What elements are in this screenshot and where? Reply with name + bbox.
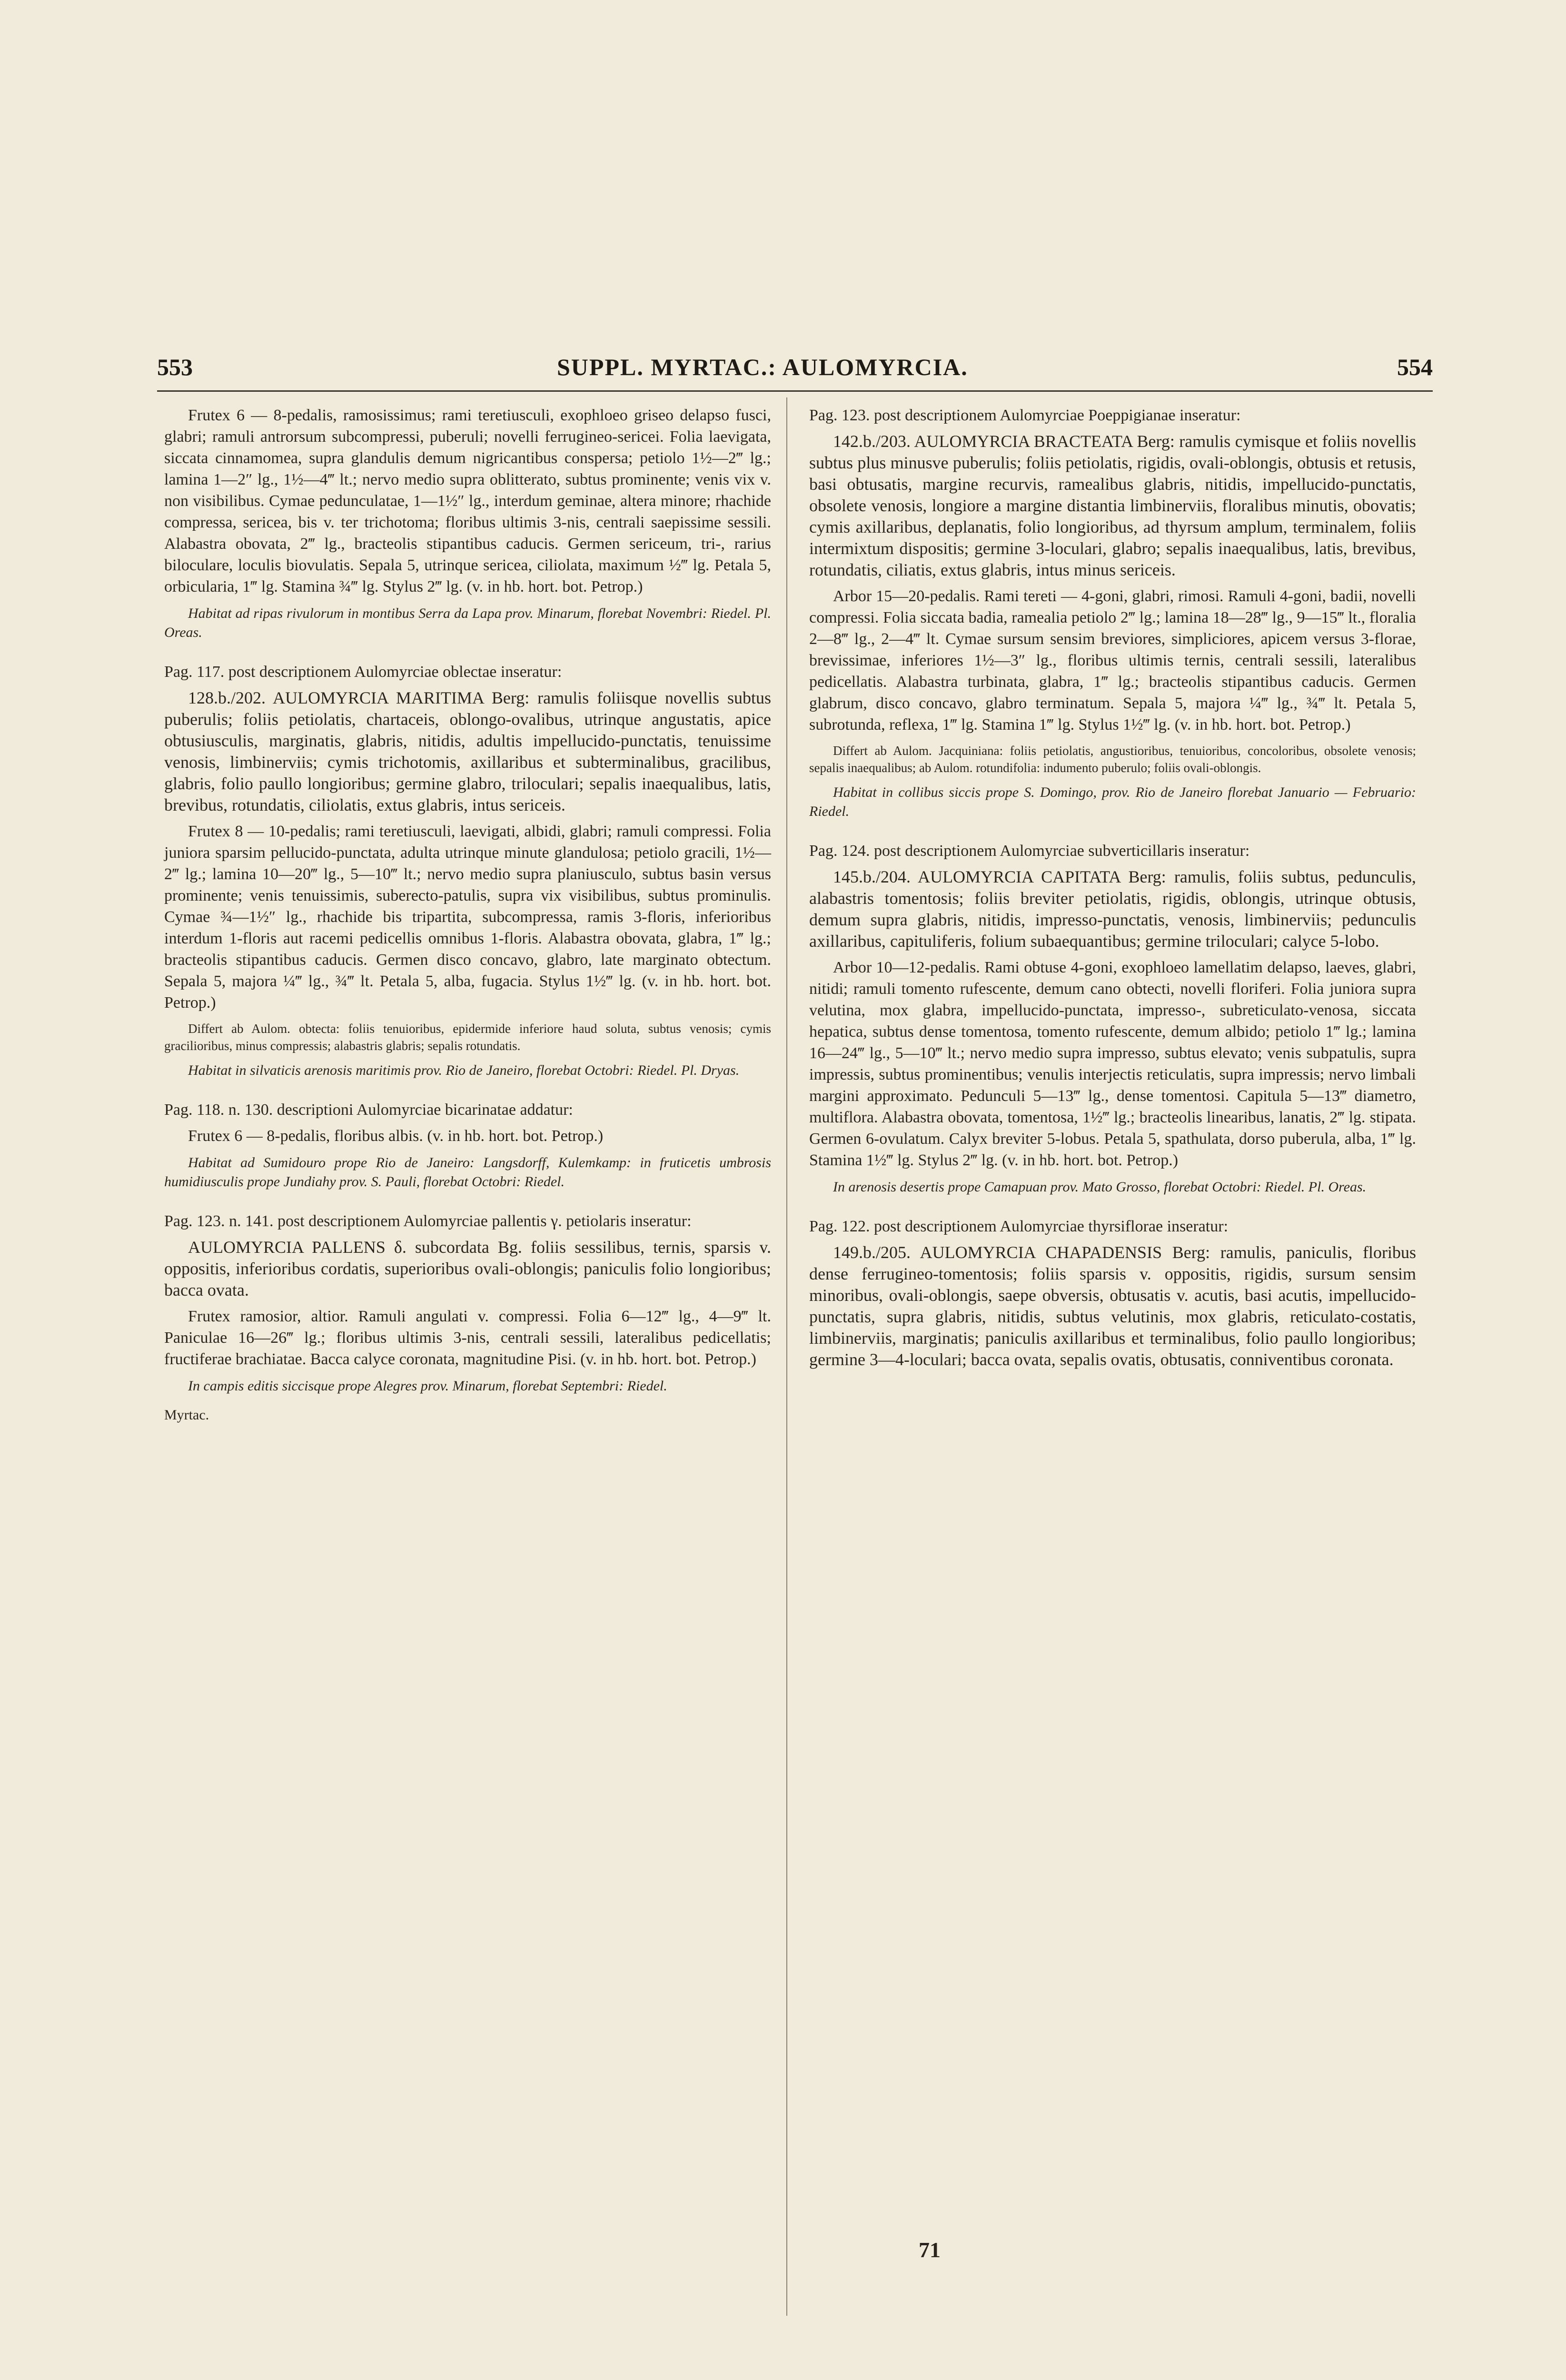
left-paragraph-12: Frutex ramosior, altior. Ramuli angulati v. compressi. Folia 6—12‴ lg., 4—9‴ lt. Paniculae 16—26‴ lg.; floribus ultimis 3-nis, centrali sessili, lateralibus pedicellatis; fructiferae brachiatae. Bacca calyce coronata, magnitudine Pisi. (v. in hb. hort. bot. Petrop.) bbox=[164, 1308, 771, 1368]
column-divider bbox=[786, 397, 787, 2316]
sheet-number: 71 bbox=[919, 2238, 941, 2262]
right-column bbox=[809, 405, 1416, 1375]
right-pag-9: Pag. 122. post descriptionem Aulomyrciae thyrsiflorae inseratur: bbox=[809, 1218, 1229, 1235]
left-habitat-6: Habitat in silvaticis arenosis maritimis prov. Rio de Janeiro, florebat Octobri: Riedel. Pl. Dryas. bbox=[188, 1062, 740, 1078]
header-rule bbox=[157, 390, 1433, 392]
left-differt-5: Differt ab Aulom. obtecta: foliis tenuioribus, epidermide inferiore haud soluta, subtus venosis; cymis gracilioribus, minus compressis; alabastris glabris; sepalis rotundatis. bbox=[164, 1021, 771, 1053]
signature-mark: Myrtac. bbox=[164, 1407, 209, 1423]
right-entry-10: 149.b./205. AULOMYRCIA CHAPADENSIS Berg: ramulis, paniculis, floribus dense ferrugineo-tomentosis; foliis sparsis v. oppositis, rigidis, sursum sensim minoribus, ovali-oblongis, saepe obversis, obtusatis v. acutis, basi acutis, impellucido-punctatis, supra glabris, nitidis, subtus velutinis, mox glabris, reticulato-costatis, limbinerviis, marginatis; paniculis axillaribus et terminalibus, folio paullo longioribus; germine 3—4-loculari; bacca ovata, sepalis ovatis, obtusatis, conniventibus coronata. bbox=[809, 1243, 1416, 1369]
left-pag-10: Pag. 123. n. 141. post descriptionem Aulomyrciae pallentis γ. petiolaris inseratur: bbox=[164, 1212, 692, 1230]
page-number-right: 554 bbox=[1397, 354, 1433, 380]
left-entry-11: AULOMYRCIA PALLENS δ. subcordata Bg. foliis sessilibus, ternis, sparsis v. oppositis, inferioribus cordatis, superioribus ovali-oblongis; paniculis folio longioribus; bacca ovata. bbox=[164, 1238, 771, 1299]
right-entry-1: 142.b./203. AULOMYRCIA BRACTEATA Berg: ramulis cymisque et foliis novellis subtus plus minusve puberulis; foliis petiolatis, rigidis, ovali-oblongis, obtusis et retusis, basi obtusatis, margine recurvis, ramealibus glabris, nitidis, impellucido-punctatis, obsolete venosis, longiore a margine distantia limbinerviis, floralibus minutis, obovatis; cymis axillaribus, deplanatis, folio longioribus, ad thyrsum amplum, terminalem, foliis intermixtum dispositis; germine 3-loculari, glabro; sepalis inaequalibus, latis, brevibus, rotundatis, ciliatis, extus glabris, intus minus sericeis. bbox=[809, 432, 1416, 579]
left-paragraph-0: Frutex 6 — 8-pedalis, ramosissimus; rami teretiusculi, exophloeo griseo delapso fusci, glabri; ramuli antrorsum subcompressi, puberuli; novelli ferrugineo-sericei. Folia laevigata, siccata cinnamomea, supra glandulis demum nigricantibus conspersa; petiolo 1½—2‴ lg.; lamina 1—2″ lg., 1½—4‴ lt.; nervo medio supra oblitterato, subtus prominente; venis vix v. non visibilibus. Cymae pedunculatae, 1—1½″ lg., interdum geminae, altera minore; rhachide compressa, sericea, bis v. ter trichotoma; floribus ultimis 3-nis, centrali saepissime sessili. Alabastra obovata, 2‴ lg., bracteolis stipantibus caducis. Germen sericeum, tri-, rarius biloculare, loculis biovulatis. Sepala 5, utrinque sericea, ciliolata, maximum ½‴ lg. Petala 5, orbicularia, 1‴ lg. Stamina ¾‴ lg. Stylus 2‴ lg. (v. in hb. hort. bot. Petrop.) bbox=[164, 407, 771, 595]
right-habitat-4: Habitat in collibus siccis prope S. Domingo, prov. Rio de Janeiro florebat Januario — Februario: Riedel. bbox=[809, 784, 1416, 819]
right-paragraph-2: Arbor 15—20-pedalis. Rami tereti — 4-goni, glabri, rimosi. Ramuli 4-goni, badii, novelli compressi. Folia siccata badia, ramealia petiolo 2‴ lg.; lamina 18—28‴ lg., 9—15‴ lt., floralia 2—8‴ lg., 2—4‴ lt. Cymae sursum sensim breviores, simpliciores, apicem versus 3-florae, brevissimae, inferiores 1½—3″ lg., floribus ultimis ternis, centrali sessili, lateralibus pedicellatis. Alabastra turbinata, glabra, 1‴ lg.; bracteolis stipantibus caducis. Germen glabrum, disco concavo, glabro terminatum. Sepala 5, majora ¼‴ lg., ¾‴ lt. Petala 5, subrotunda, reflexa, 1‴ lg. Stamina 1‴ lg. Stylus 1½‴ lg. (v. in hb. hort. bot. Petrop.) bbox=[809, 587, 1416, 734]
right-pag-5: Pag. 124. post descriptionem Aulomyrciae subverticillaris inseratur: bbox=[809, 842, 1250, 860]
left-paragraph-8: Frutex 6 — 8-pedalis, floribus albis. (v. in hb. hort. bot. Petrop.) bbox=[188, 1127, 604, 1145]
left-habitat-9: Habitat ad Sumidouro prope Rio de Janeiro: Langsdorff, Kulemkamp: in fruticetis umbrosis humidiusculis prope Jundiahy prov. S. Pauli, florebat Octobri: Riedel. bbox=[164, 1155, 771, 1190]
right-paragraph-7: Arbor 10—12-pedalis. Rami obtuse 4-goni, exophloeo lamellatim delapso, laeves, glabri, nitidi; ramuli tomento rufescente, demum cano obtecti, novelli floriferi. Folia juniora supra velutina, mox glabra, impellucido-punctata, impresso-, subreticulato-venosa, siccata hepatica, subtus dense tomentosa, tomento rufescente, demum albido; petiolo 1‴ lg.; lamina 16—24‴ lg., 5—10‴ lt.; nervo medio supra impresso, subtus elevato; venis subpatulis, supra impressis, subtus prominentibus; venulis interjectis reticulatis, supra impressis; nervo limbali margini approximato. Pedunculi 5—13‴ lg., dense tomentosi. Capitula 5—13‴ diametro, multiflora. Alabastra obovata, tomentosa, 1½‴ lg.; bracteolis linearibus, lanatis, 2‴ lg. stipata. Germen 6-ovulatum. Calyx breviter 5-lobus. Petala 5, spathulata, dorso puberula, alba, 1‴ lg. Stamina 1½‴ lg. Stylus 2‴ lg. (v. in hb. hort. bot. Petrop.) bbox=[809, 959, 1416, 1169]
right-entry-6: 145.b./204. AULOMYRCIA CAPITATA Berg: ramulis, foliis subtus, pedunculis, alabastris tomentosis; foliis breviter petiolatis, rigidis, oblongis, utrinque obtusis, demum supra glabris, nitidis, impresso-punctatis, venosis, limbinerviis; pedunculis axillaribus, capituliferis, folium subaequantibus; germine triloculari; calyce 5-lobo. bbox=[809, 867, 1416, 951]
left-entry-3: 128.b./202. AULOMYRCIA MARITIMA Berg: ramulis foliisque novellis subtus puberulis; foliis petiolatis, chartaceis, oblongo-ovalibus, utrinque angustatis, apice obtusiusculis, marginatis, glabris, nitidis, adultis impellucido-punctatis, tenuissime venosis, limbinerviis; cymis trichotomis, axillaribus et subterminalibus, gracilibus, glabris, folio paullo longioribus; germine glabro, triloculari; sepalis inaequalibus, latis, brevibus, rotundatis, ciliolatis, extus glabris, intus sericeis. bbox=[164, 688, 771, 814]
right-differt-3: Differt ab Aulom. Jacquiniana: foliis petiolatis, angustioribus, tenuioribus, concoloribus, obsolete venosis; sepalis inaequalibus; ab Aulom. rotundifolia: indumento puberulo; foliis ovali-oblongis. bbox=[809, 744, 1416, 775]
left-column bbox=[164, 405, 771, 1426]
left-habitat-13: In campis editis siccisque prope Alegres prov. Minarum, florebat Septembri: Riedel. bbox=[188, 1378, 667, 1394]
running-title: SUPPL. MYRTAC.: AULOMYRCIA. bbox=[557, 354, 968, 380]
right-habitat-8: In arenosis desertis prope Camapuan prov. Mato Grosso, florebat Octobri: Riedel. Pl. Oreas. bbox=[833, 1179, 1367, 1195]
page-header bbox=[157, 353, 1433, 387]
right-pag-0: Pag. 123. post descriptionem Aulomyrciae Poeppigianae inseratur: bbox=[809, 407, 1241, 424]
left-habitat-1: Habitat ad ripas rivulorum in montibus Serra da Lapa prov. Minarum, florebat Novembri: Riedel. Pl. Oreas. bbox=[164, 605, 771, 640]
left-pag-2: Pag. 117. post descriptionem Aulomyrciae oblectae inseratur: bbox=[164, 663, 562, 681]
page-number-left: 553 bbox=[157, 354, 193, 380]
left-paragraph-4: Frutex 8 — 10-pedalis; rami teretiusculi, laevigati, albidi, glabri; ramuli compressi. Folia juniora sparsim pellucido-punctata, adulta utrinque minute glandulosa; petiolo gracili, 1½—2‴ lg.; lamina 10—20‴ lg., 5—10‴ lt.; nervo medio supra planiusculo, subtus basin versus prominente; venis tenuissimis, suberecto-patulis, supra vix visibilibus, subtus prominulis. Cymae ¾—1½″ lg., rhachide bis tripartita, subcompressa, ramis 3-floris, inferioribus interdum 1-floris aut racemi pedicellis omnibus 1-floris. Alabastra obovata, glabra, 1‴ lg.; bracteolis stipantibus caducis. Germen disco concavo, glabro, late marginato obtectum. Sepala 5, majora ¼‴ lg., ¾‴ lt. Petala 5, alba, fugacia. Stylus 1½‴ lg. (v. in hb. hort. bot. Petrop.) bbox=[164, 823, 771, 1012]
left-pag-7: Pag. 118. n. 130. descriptioni Aulomyrciae bicarinatae addatur: bbox=[164, 1101, 573, 1119]
